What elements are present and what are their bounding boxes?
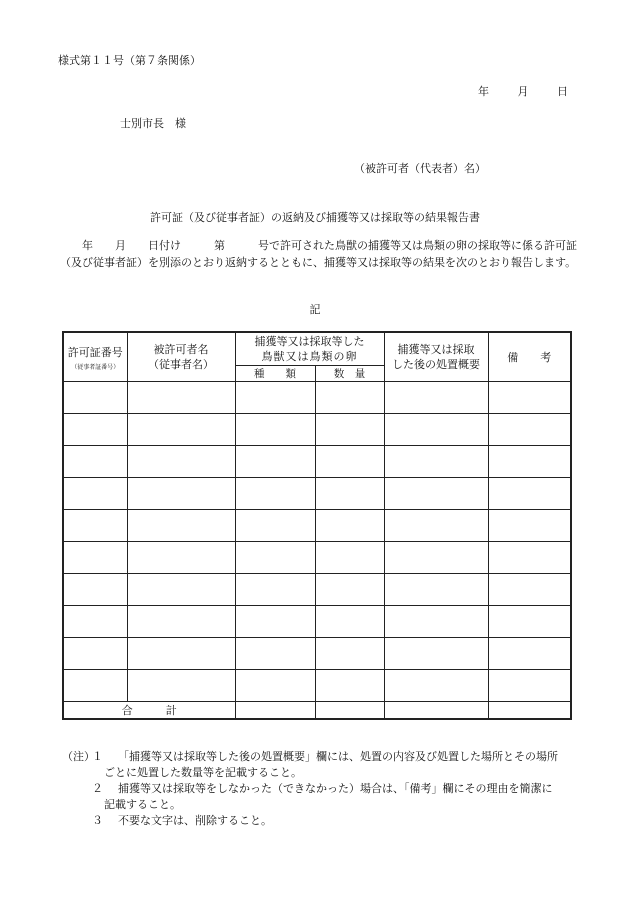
cell-disposal[interactable] [384, 574, 488, 606]
cell-holder[interactable] [127, 446, 235, 478]
cell-permit-no[interactable] [63, 638, 127, 670]
cell-holder[interactable] [127, 414, 235, 446]
form-number: 様式第１１号（第７条関係） [58, 54, 201, 67]
cell-remarks[interactable] [488, 478, 571, 510]
table-row [63, 510, 571, 542]
cell-remarks[interactable] [488, 414, 571, 446]
note-3-number: ３ [92, 814, 103, 827]
date-month: 月 [517, 85, 529, 98]
body-text: 年 月 日付け 第 号で許可された鳥獣の捕獲等又は鳥類の卵の採取等に係る許可証（及び従事者証）を別添のとおり返納するとともに、捕獲等又は採取等の結果を次のとおり報告します。 [60, 239, 577, 269]
cell-holder[interactable] [127, 638, 235, 670]
cell-disposal[interactable] [384, 510, 488, 542]
cell-holder[interactable] [127, 478, 235, 510]
header-disposal-line1: 捕獲等又は採取 [397, 343, 475, 356]
table-row [63, 606, 571, 638]
header-permit-no-sub: （従事者証番号） [71, 363, 120, 371]
addressee: 士別市長 様 [120, 117, 186, 130]
cell-disposal[interactable] [384, 478, 488, 510]
header-disposal [384, 332, 488, 382]
header-holder [127, 332, 235, 382]
date-line [478, 83, 568, 99]
header-holder-line1: 被許可者名 [153, 343, 209, 356]
table-row [63, 478, 571, 510]
note-1-line1: 「捕獲等又は採取等した後の処置概要」欄には、処置の内容及び処置した場所とその場所 [118, 750, 558, 763]
note-2-line1: 捕獲等又は採取等をしなかった（できなかった）場合は、「備考」欄にその理由を簡潔に [118, 782, 553, 795]
cell-holder[interactable] [127, 382, 235, 414]
date-day: 日 [557, 85, 568, 98]
cell-permit-no[interactable] [63, 574, 127, 606]
cell-remarks[interactable] [488, 670, 571, 702]
cell-holder[interactable] [127, 606, 235, 638]
cell-species[interactable] [235, 638, 315, 670]
cell-remarks[interactable] [488, 382, 571, 414]
cell-quantity[interactable] [315, 446, 384, 478]
cell-remarks[interactable] [488, 638, 571, 670]
header-species: 種 類 [235, 366, 315, 382]
table-row [63, 638, 571, 670]
cell-remarks[interactable] [488, 510, 571, 542]
cell-disposal[interactable] [384, 670, 488, 702]
header-holder-line2: （従事者名） [148, 358, 214, 371]
cell-permit-no[interactable] [63, 382, 127, 414]
cell-remarks[interactable] [488, 542, 571, 574]
cell-remarks[interactable] [488, 574, 571, 606]
cell-disposal[interactable] [384, 542, 488, 574]
date-year: 年 [478, 85, 489, 98]
cell-permit-no[interactable] [63, 446, 127, 478]
cell-remarks[interactable] [488, 446, 571, 478]
header-captured-line1: 捕獲等又は採取等した [254, 335, 365, 348]
header-disposal-line2: した後の処置概要 [392, 358, 480, 371]
report-table [62, 331, 572, 720]
note-2-line2: 記載すること。 [104, 798, 181, 811]
table-row [63, 542, 571, 574]
cell-disposal[interactable] [384, 382, 488, 414]
cell-quantity[interactable] [315, 638, 384, 670]
notes-label: （注） [62, 750, 95, 763]
cell-holder[interactable] [127, 510, 235, 542]
cell-species[interactable] [235, 574, 315, 606]
note-1-line2: ごとに処置した数量等を記載すること。 [104, 766, 302, 779]
cell-quantity[interactable] [315, 382, 384, 414]
header-captured-line2: 鳥獣又は鳥類の卵 [261, 350, 358, 363]
cell-permit-no[interactable] [63, 510, 127, 542]
cell-holder[interactable] [127, 670, 235, 702]
cell-species[interactable] [235, 542, 315, 574]
cell-species[interactable] [235, 414, 315, 446]
cell-permit-no[interactable] [63, 606, 127, 638]
cell-holder[interactable] [127, 574, 235, 606]
cell-quantity[interactable] [315, 510, 384, 542]
table-row [63, 574, 571, 606]
table-row [63, 446, 571, 478]
cell-species[interactable] [235, 606, 315, 638]
cell-disposal[interactable] [384, 446, 488, 478]
cell-permit-no[interactable] [63, 414, 127, 446]
applicant-label: （被許可者（代表者）名） [354, 162, 486, 175]
cell-permit-no[interactable] [63, 478, 127, 510]
cell-permit-no[interactable] [63, 542, 127, 574]
note-3-line1: 不要な文字は、削除すること。 [118, 814, 272, 827]
total-quantity[interactable] [315, 702, 384, 720]
note-2-number: ２ [92, 782, 103, 795]
note-1-number: １ [92, 750, 103, 763]
cell-disposal[interactable] [384, 414, 488, 446]
cell-quantity[interactable] [315, 414, 384, 446]
cell-species[interactable] [235, 382, 315, 414]
header-permit-no [63, 332, 127, 382]
header-quantity: 数 量 [315, 366, 384, 382]
total-label: 合 計 [63, 702, 235, 720]
cell-quantity[interactable] [315, 670, 384, 702]
total-remarks[interactable] [488, 702, 571, 720]
cell-quantity[interactable] [315, 574, 384, 606]
table-row [63, 670, 571, 702]
cell-disposal[interactable] [384, 638, 488, 670]
header-permit-no-label: 許可証番号 [67, 345, 123, 359]
header-captured [235, 332, 384, 366]
ki-marker: 記 [309, 303, 321, 316]
cell-quantity[interactable] [315, 606, 384, 638]
cell-remarks[interactable] [488, 606, 571, 638]
table-row [63, 382, 571, 414]
cell-species[interactable] [235, 446, 315, 478]
cell-species[interactable] [235, 510, 315, 542]
cell-species[interactable] [235, 670, 315, 702]
cell-species[interactable] [235, 478, 315, 510]
cell-quantity[interactable] [315, 478, 384, 510]
total-disposal[interactable] [384, 702, 488, 720]
cell-permit-no[interactable] [63, 670, 127, 702]
cell-holder[interactable] [127, 542, 235, 574]
cell-quantity[interactable] [315, 542, 384, 574]
header-remarks: 備 考 [488, 332, 571, 382]
cell-disposal[interactable] [384, 606, 488, 638]
table-body [63, 382, 571, 702]
table-row [63, 414, 571, 446]
total-species[interactable] [235, 702, 315, 720]
document-title: 許可証（及び従事者証）の返納及び捕獲等又は採取等の結果報告書 [150, 211, 480, 224]
